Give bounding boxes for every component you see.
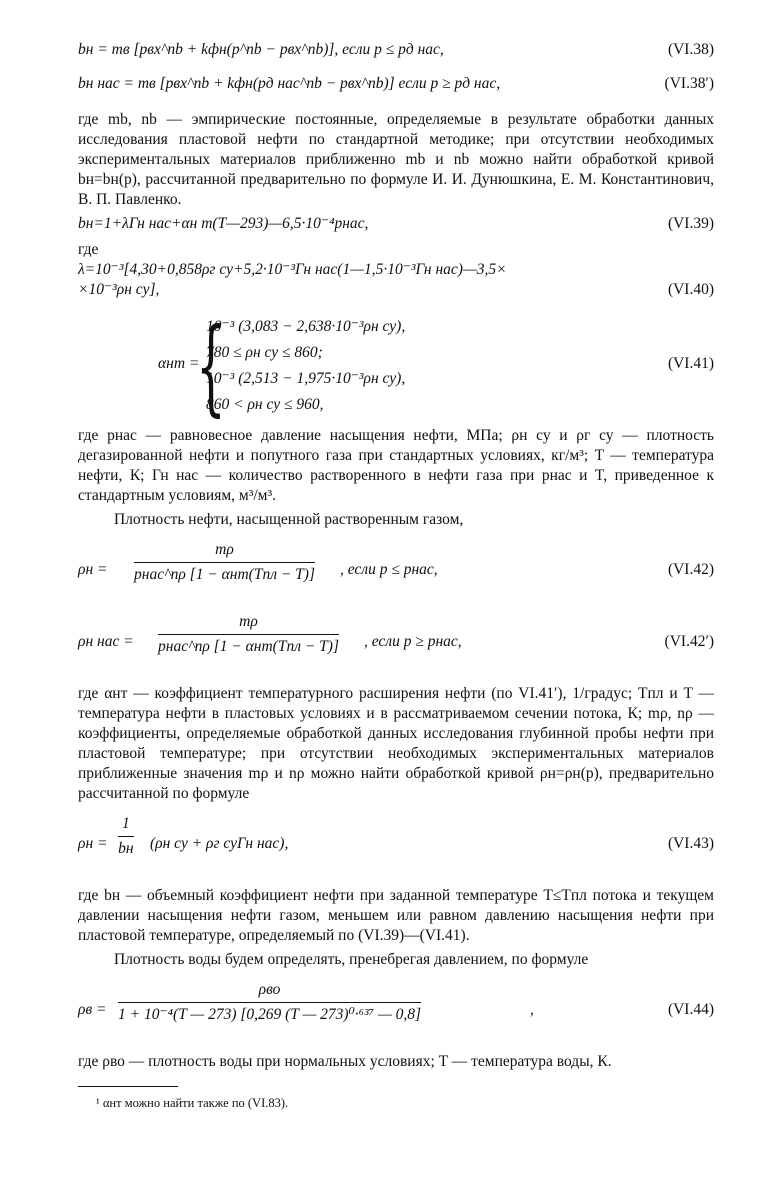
denominator: bн — [118, 840, 134, 857]
equation-number: (VI.38′) — [664, 75, 714, 92]
equation-text: ×10⁻³ρн су], — [78, 281, 160, 298]
case-line: 10⁻³ (2,513 − 1,975·10⁻³ρн су), — [206, 370, 406, 387]
equation-lhs: ρн нас = — [78, 633, 134, 650]
equation-lhs: ρв = — [78, 1001, 107, 1018]
condition: , если p ≥ pнас, — [364, 633, 462, 650]
denominator: pнас^nρ [1 − αнт(Tпл − T)] — [158, 638, 339, 655]
numerator: ρво — [118, 980, 421, 1003]
equation-number: (VI.41) — [667, 355, 714, 372]
paragraph-rho-vo: где ρво — плотность воды при нормальных условиях; T — температура воды, К. — [78, 1053, 612, 1070]
paragraph-water-density: Плотность воды будем определять, пренебрегая давлением, по формуле — [114, 951, 589, 968]
equation-vi39 — [78, 214, 714, 240]
page-body — [78, 40, 714, 1113]
paragraph-oil-density: Плотность нефти, насыщенной растворенным газом, — [114, 511, 464, 528]
equation-number: (VI.40) — [667, 281, 714, 298]
paragraph-alpha-nt: где αнт — коэффициент температурного расширения нефти (по VI.41′), 1/градус; Tпл и T — температура нефти в пластовых условиях и в рассматриваемом сечении потока, К; mρ, nρ — коэффициенты, определяемые обработкой данных исследования глубинной пробы нефти при пластовой температуре; при отсутствии необходимых экспериментальных материалов приближенные значения mρ и nρ можно найти обработкой кривой ρн=ρн(p), предварительно рассчитанной по формуле — [78, 685, 714, 802]
equation-number: (VI.39) — [667, 215, 714, 232]
equation-lhs: ρн = — [78, 835, 108, 852]
fraction — [158, 612, 339, 657]
case-line: 780 ≤ ρн су ≤ 860; — [206, 344, 323, 361]
equation-vi44 — [78, 980, 714, 1042]
paragraph-mb-nb: где mb, nb — эмпирические постоянные, определяемые в результате обработки данных исследования пластовой нефти по стандартной методике; при отсутствии необходимых экспериментальных материалов приближенно mb и nb можно найти обработкой кривой bн=bн(p), рассчитанной предварительно по формуле И. И. Дунюшкина, Е. М. Константинович, В. П. Павленко. — [78, 111, 714, 208]
piecewise-cases — [206, 314, 405, 418]
equation-text: bн нас = mв [pвх^nb + kфн(pд нас^nb − pвх^nb)] если p ≥ pд нас, — [78, 75, 501, 92]
equation-number: (VI.42′) — [664, 633, 714, 650]
equation-vi38 — [78, 40, 714, 66]
equation-vi42-prime — [78, 612, 714, 674]
equation-vi38-prime — [78, 74, 714, 100]
numerator: 1 — [118, 814, 134, 837]
equation-rest: (ρн су + ρг суГн нас), — [150, 835, 289, 852]
case-line: 10⁻³ (3,083 − 2,638·10⁻³ρн су), — [206, 318, 406, 335]
fraction — [118, 814, 134, 859]
denominator: pнас^nρ [1 − αнт(Tпл − T)] — [134, 566, 315, 583]
equation-lhs: αнт = — [158, 355, 200, 372]
equation-number: (VI.38) — [667, 41, 714, 58]
condition: , — [530, 1001, 534, 1018]
equation-text: bн = mв [pвх^nb + kфн(p^nb − pвх^nb)], если p ≤ pд нас, — [78, 41, 444, 58]
numerator: mρ — [158, 612, 339, 635]
paragraph-bn: где bн — объемный коэффициент нефти при заданной температуре T≤Tпл потока и текущем давлении насыщения нефти газом, меньшем или равном давлению насыщения нефти при пластовой температуре, определяемый по (VI.39)—(VI.41). — [78, 887, 714, 944]
equation-vi41 — [78, 305, 714, 427]
fraction — [134, 540, 315, 585]
condition: , если p ≤ pнас, — [340, 561, 438, 578]
numerator: mρ — [134, 540, 315, 563]
left-brace: { — [196, 305, 226, 427]
equation-vi42 — [78, 540, 714, 602]
equation-vi40 — [78, 280, 714, 306]
equation-vi40-line1: λ=10⁻³[4,30+0,858ρг су+5,2·10⁻³Гн нас(1—1,5·10⁻³Гн нас)—3,5× — [78, 261, 507, 278]
equation-lhs: ρн = — [78, 561, 108, 578]
footnote-divider — [78, 1086, 178, 1087]
equation-number: (VI.43) — [667, 835, 714, 852]
footnote: ¹ αнт можно найти также по (VI.83). — [96, 1096, 289, 1110]
denominator: 1 + 10⁻⁴(T — 273) [0,269 (T — 273)⁰·⁶³⁷ — 0,8] — [118, 1006, 422, 1023]
equation-number: (VI.44) — [667, 1001, 714, 1018]
paragraph-pnas: где pнас — равновесное давление насыщения нефти, МПа; ρн су и ρг су — плотность дегазированной нефти и попутного газа при стандартных условиях, кг/м³; T — температура нефти, К; Гн нас — количество растворенного в нефти газа при pнас и T, приведенное к стандартным условиям, м³/м³. — [78, 427, 714, 504]
where-label: где — [78, 241, 99, 258]
fraction — [118, 980, 421, 1025]
equation-vi43 — [78, 814, 714, 876]
case-line: 860 < ρн су ≤ 960, — [206, 396, 324, 413]
equation-number: (VI.42) — [667, 561, 714, 578]
equation-text: bн=1+λГн нас+αн т(T—293)—6,5·10⁻⁴pнас, — [78, 215, 369, 232]
